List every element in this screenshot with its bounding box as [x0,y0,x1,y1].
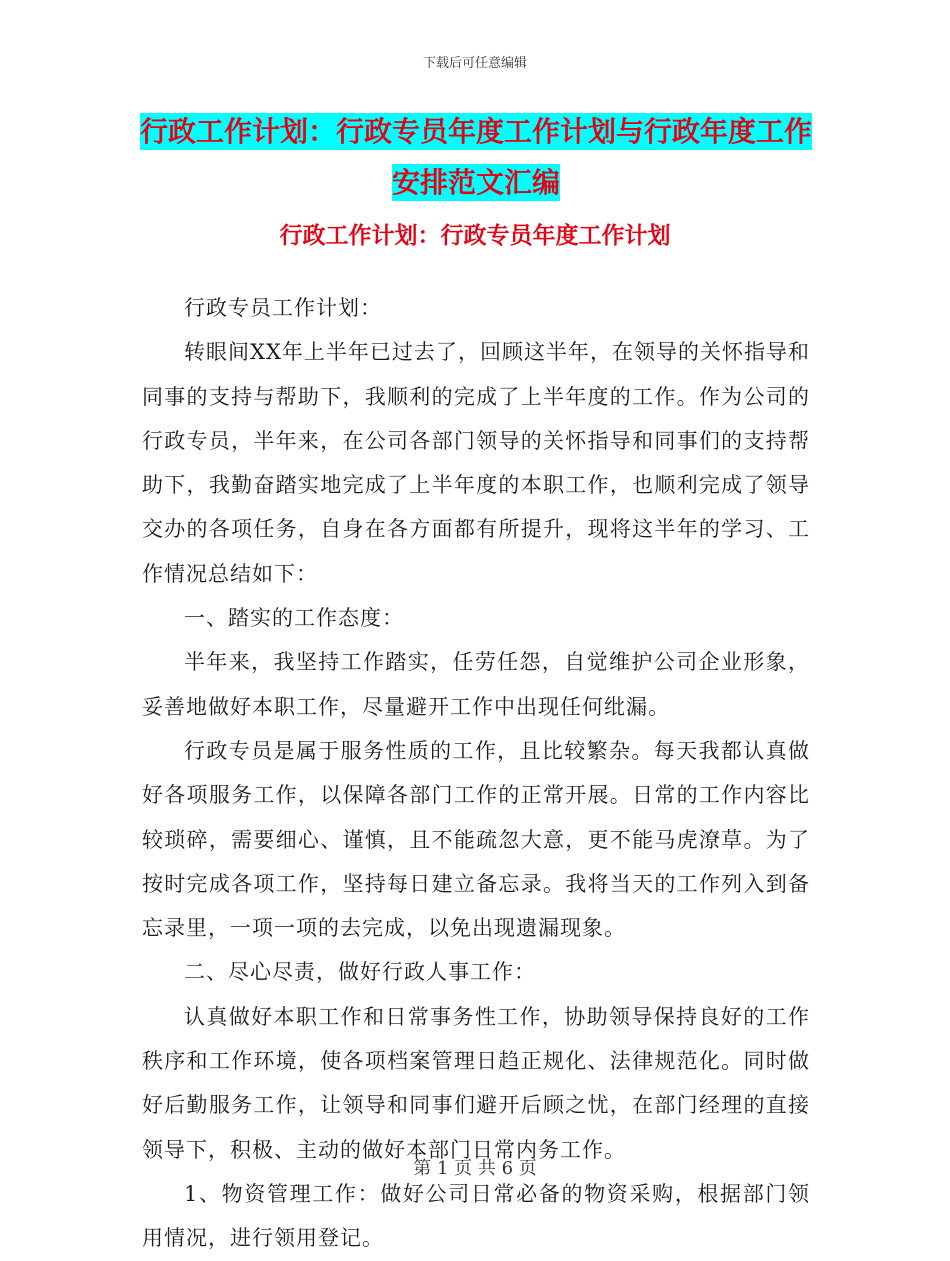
document-body [142,286,810,1261]
page-header-note: 下载后可任意编辑 [422,56,527,71]
section-title: 行政工作计划：行政专员年度工作计划 [279,222,671,249]
paragraph: 行政专员是属于服务性质的工作，且比较繁杂。每天我都认真做好各项服务工作，以保障各部门工作的正常开展。日常的工作内容比较琐碎，需要细心、谨慎，且不能疏忽大意，更不能马虎潦草。为了按时完成各项工作，坚持每日建立备忘录。我将当天的工作列入到备忘录里，一项一项的去完成，以免出现遗漏现象。 [142,738,810,941]
paragraph-heading: 二、尽心尽责，做好行政人事工作： [184,960,536,985]
paragraph-heading: 一、踏实的工作态度： [184,606,404,631]
document-title-highlight: 行政工作计划：行政专员年度工作计划与行政年度工作安排范文汇编 [140,115,813,199]
document-title [140,106,812,208]
paragraph: 转眼间XX年上半年已过去了，回顾这半年，在领导的关怀指导和同事的支持与帮助下，我顺利的完成了上半年度的工作。作为公司的行政专员，半年来，在公司各部门领导的关怀指导和同事们的支持帮助下，我勤奋踏实地完成了上半年度的本职工作，也顺利完成了领导交办的各项任务，自身在各方面都有所提升，现将这半年的学习、工作情况总结如下： [142,340,810,586]
paragraph: 行政专员工作计划： [184,296,382,320]
page-number: 第 1 页 共 6 页 [413,1158,537,1179]
paragraph: 半年来，我坚持工作踏实，任劳任怨，自觉维护公司企业形象，妥善地做好本职工作，尽量避开工作中出现任何纰漏。 [142,650,810,719]
paragraph: 认真做好本职工作和日常事务性工作，协助领导保持良好的工作秩序和工作环境，使各项档案管理日趋正规化、法律规范化。同时做好后勤服务工作，让领导和同事们避开后顾之忧，在部门经理的直接领导下，积极、主动的做好本部门日常内务工作。 [142,1004,810,1162]
paragraph: 1、物资管理工作：做好公司日常必备的物资采购，根据部门领用情况，进行领用登记。 [142,1181,810,1251]
